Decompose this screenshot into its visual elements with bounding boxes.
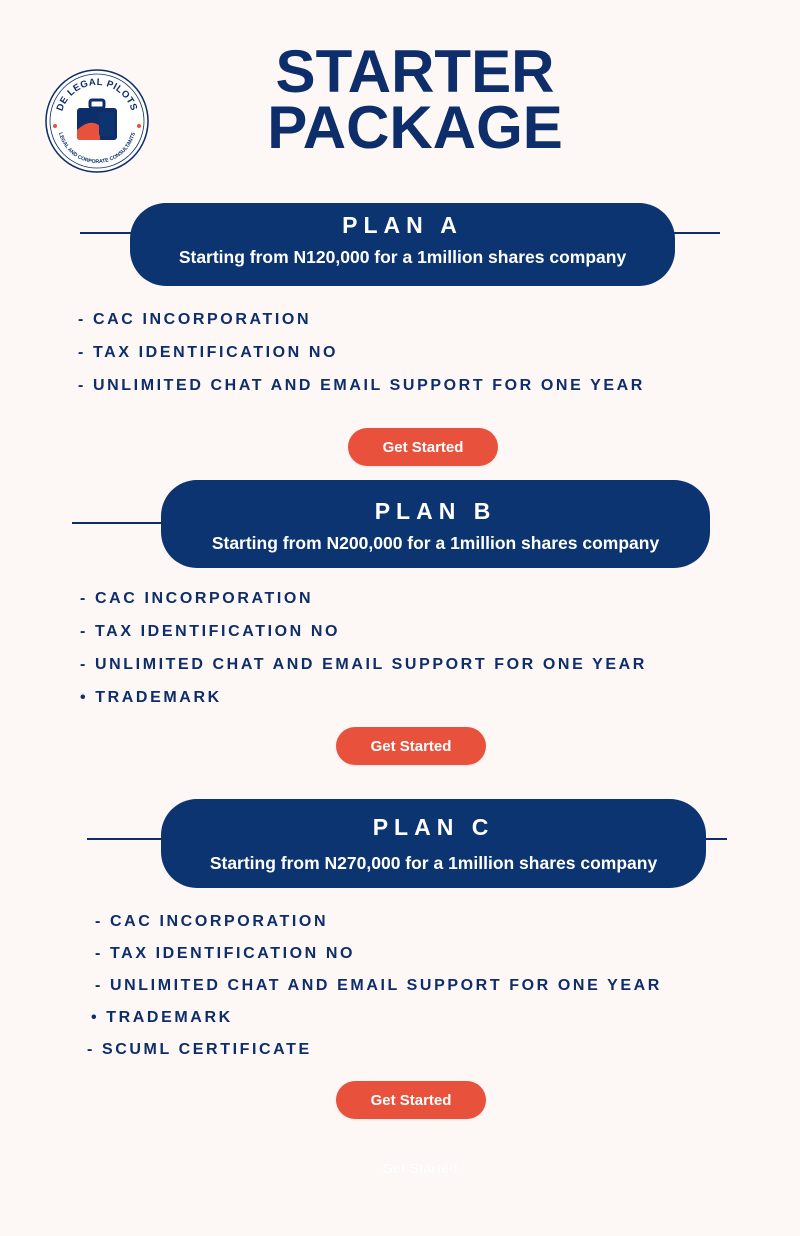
plan-c-price: Starting from N270,000 for a 1million shares company (209, 853, 658, 873)
plan-b-divider (72, 522, 167, 524)
feature-item: - UNLIMITED CHAT AND EMAIL SUPPORT FOR ONE YEAR (95, 977, 662, 994)
plan-a-header (130, 203, 675, 286)
plan-a-get-started-button[interactable]: Get Started (348, 428, 498, 466)
plan-b-header (161, 480, 710, 568)
plan-a-name: PLAN A (342, 212, 463, 238)
feature-item: - TAX IDENTIFICATION NO (78, 344, 339, 361)
plan-b-get-started-button[interactable]: Get Started (336, 727, 486, 765)
feature-item: - SCUML CERTIFICATE (87, 1041, 312, 1058)
plan-b-features (80, 589, 647, 721)
feature-item: • TRADEMARK (80, 689, 222, 706)
title-line-1: STARTER (275, 38, 555, 105)
plan-b-name: PLAN B (374, 498, 497, 524)
plan-b-price: Starting from N200,000 for a 1million shares company (211, 533, 660, 553)
feature-item: • TRADEMARK (91, 1009, 233, 1026)
plan-a-price: Starting from N120,000 for a 1million shares company (178, 247, 627, 267)
feature-item: - CAC INCORPORATION (78, 311, 312, 328)
page-title (230, 38, 600, 161)
plan-c-get-started-button[interactable]: Get Started (336, 1081, 486, 1119)
plan-c-header (161, 799, 706, 888)
de-legal-pilots-logo (44, 68, 150, 174)
feature-item: - CAC INCORPORATION (80, 590, 314, 607)
feature-item: - UNLIMITED CHAT AND EMAIL SUPPORT FOR ONE YEAR (80, 656, 647, 673)
title-line-2: PACKAGE (267, 94, 563, 161)
logo-bottom-text: LEGAL AND CORPORATE CONSULTANTS (57, 131, 137, 166)
logo-top-text: DE LEGAL PILOTS (54, 76, 140, 113)
faint-get-started-text: Get Started (382, 1160, 458, 1176)
plan-a-features (78, 310, 645, 409)
feature-item: - UNLIMITED CHAT AND EMAIL SUPPORT FOR ONE YEAR (78, 377, 645, 394)
feature-item: - TAX IDENTIFICATION NO (80, 623, 341, 640)
feature-item: - TAX IDENTIFICATION NO (95, 945, 356, 962)
plan-c-features (87, 912, 662, 1072)
feature-item: - CAC INCORPORATION (95, 913, 329, 930)
plan-c-name: PLAN C (372, 814, 495, 840)
